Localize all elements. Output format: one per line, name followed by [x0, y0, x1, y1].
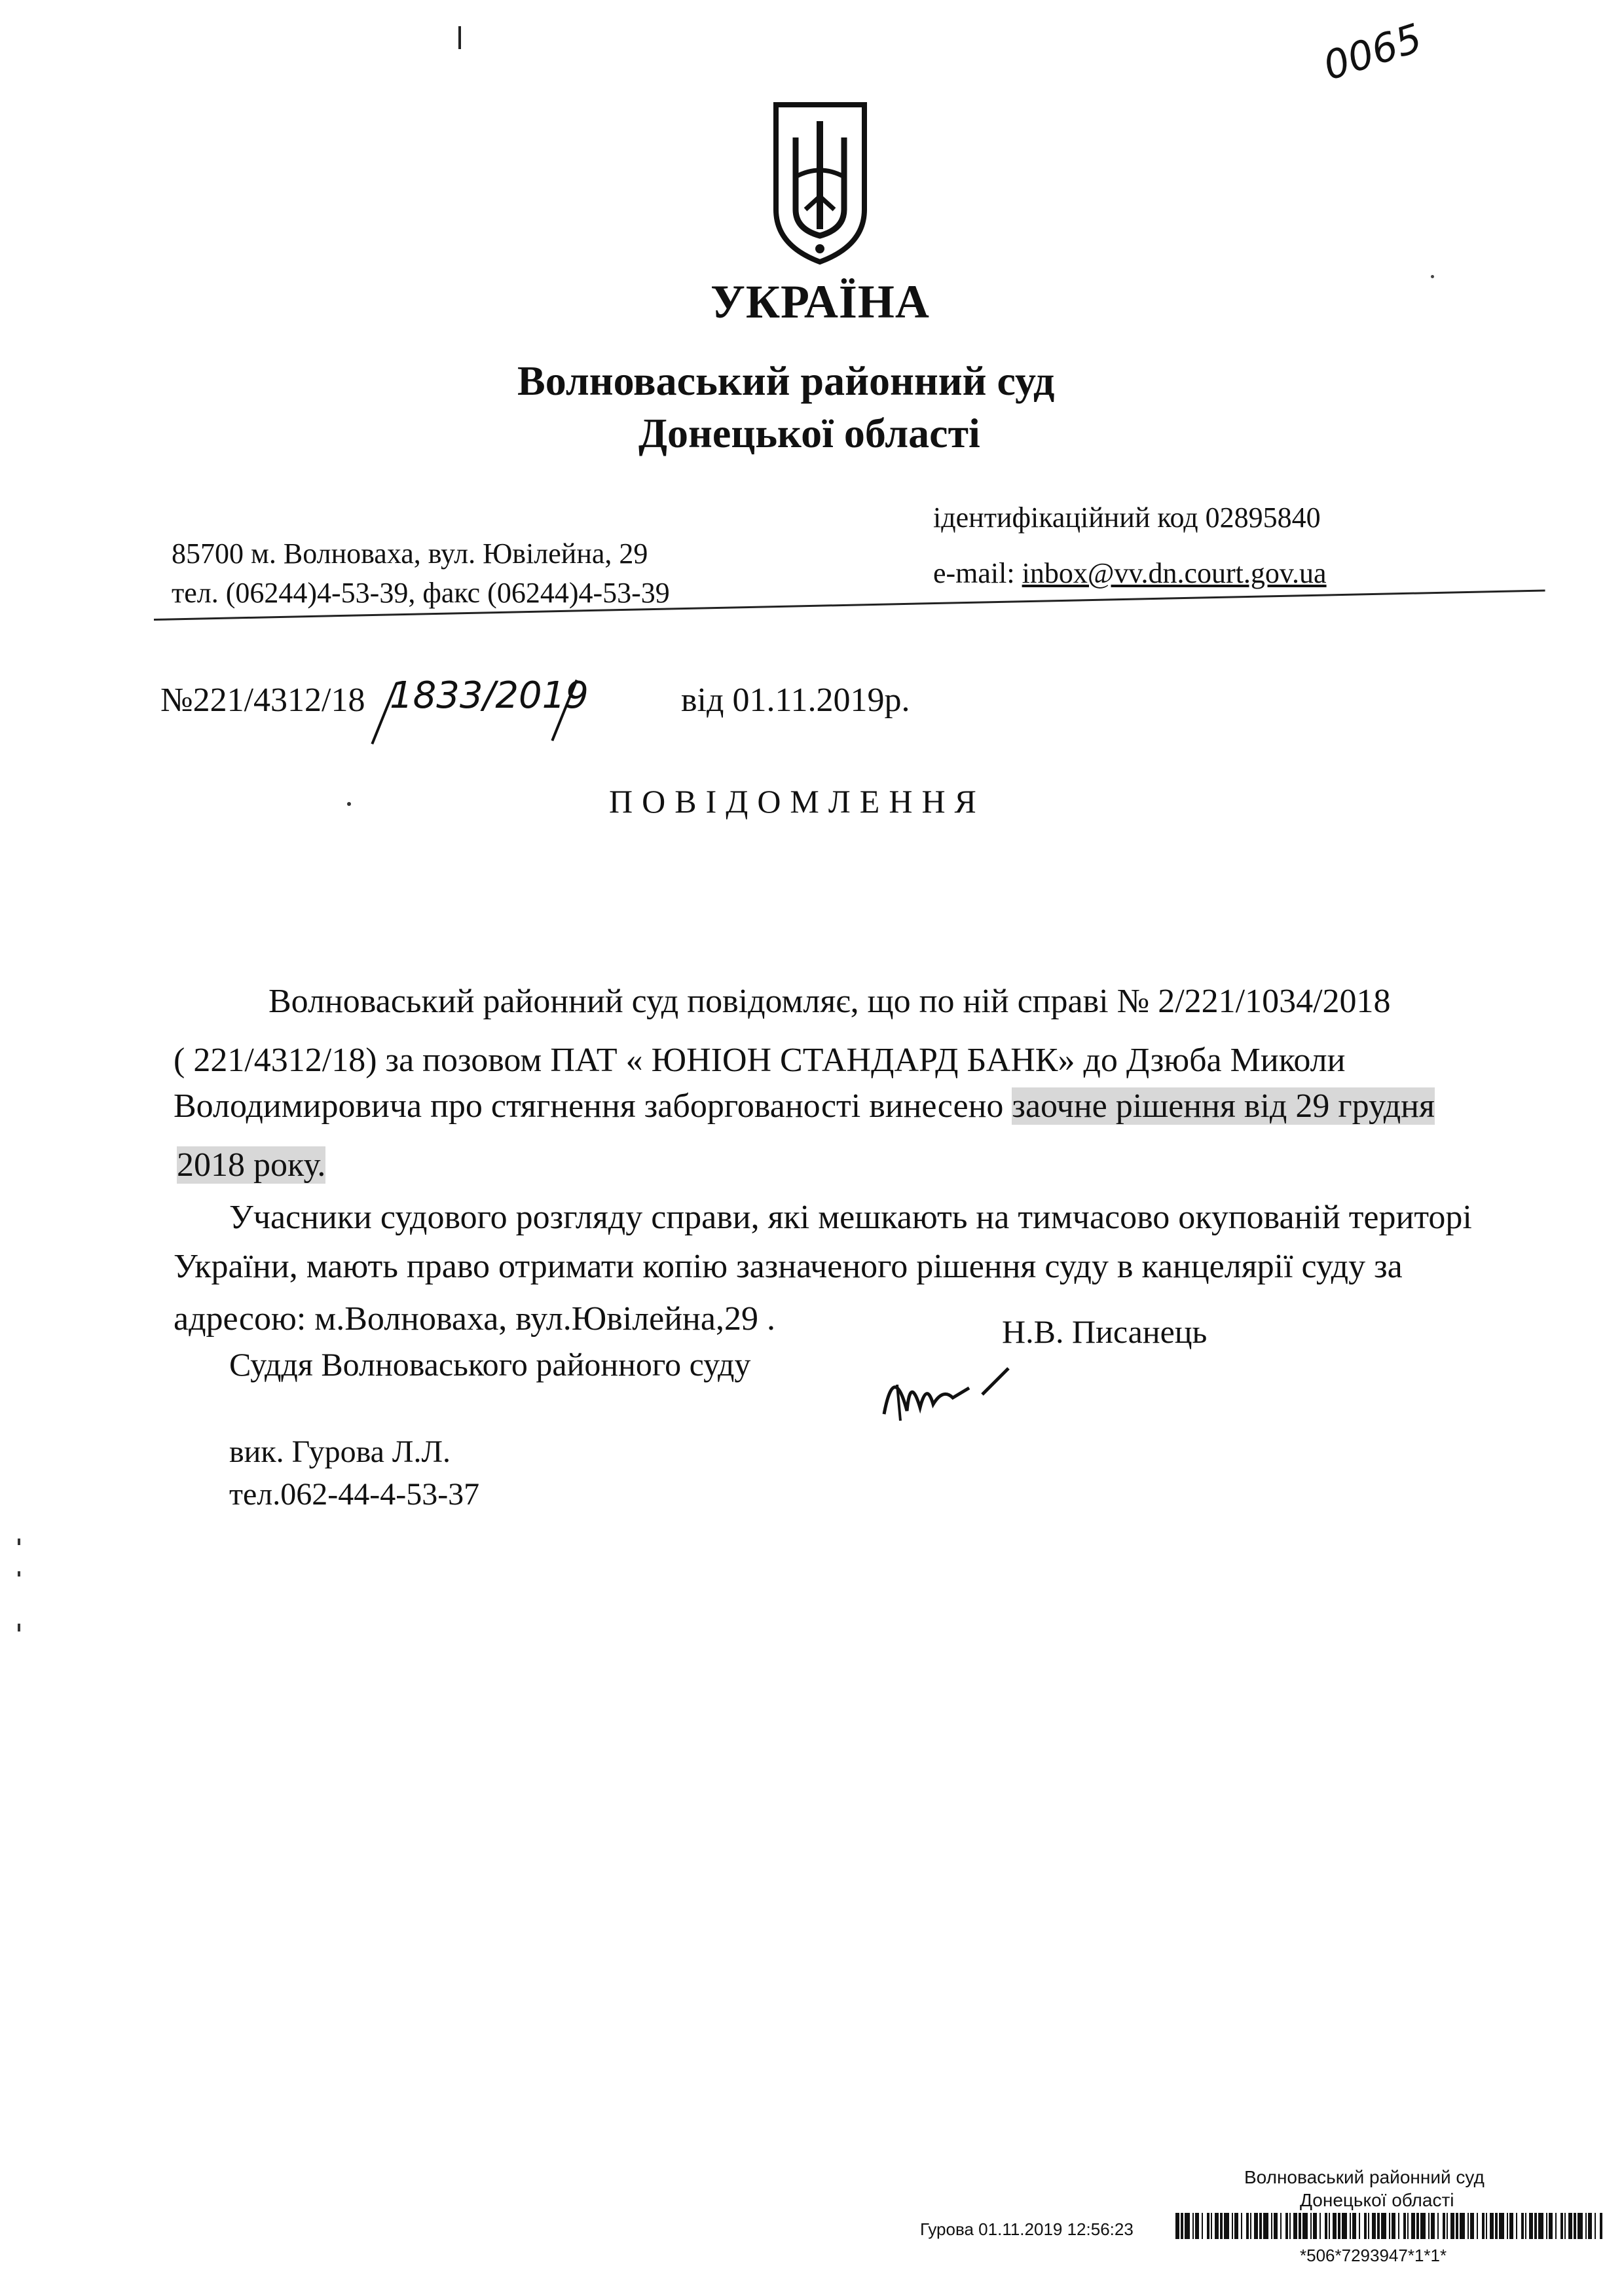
court-region: Донецької області: [638, 410, 980, 456]
court-id-code: ідентифікаційний код 02895840: [933, 501, 1321, 534]
scan-dot: [1431, 275, 1434, 278]
court-name: Волноваський районний суд: [517, 357, 1055, 404]
reference-number: №221/4312/18: [160, 682, 365, 719]
country-heading: УКРАЇНА: [710, 276, 930, 328]
body-line: адресою: м.Волноваха, вул.Ювілейна,29 .: [174, 1300, 775, 1338]
barcode-icon: [1175, 2213, 1604, 2239]
scan-edge-mark: [16, 1532, 22, 1663]
stamp-timestamp: Гурова 01.11.2019 12:56:23: [920, 2219, 1134, 2239]
court-address: 85700 м. Волноваха, вул. Ювілейна, 29: [172, 538, 648, 570]
judge-name: Н.В. Писанець: [1002, 1313, 1208, 1350]
reference-handwritten: 1833/2019: [390, 674, 589, 717]
court-phones: тел. (06244)4-53-39, факс (06244)4-53-39: [172, 577, 670, 609]
barcode-number: *506*7293947*1*1*: [1300, 2246, 1447, 2265]
body-line: Волноваський районний суд повідомляє, що по ній справі № 2/221/1034/2018: [268, 983, 1391, 1020]
stamp-court-name: Волноваський районний суд: [1244, 2167, 1485, 2187]
document-title: ПОВІДОМЛЕННЯ: [609, 783, 986, 820]
judge-title: Суддя Волноваського районного суду: [229, 1346, 751, 1383]
highlighted-text: 2018 року.: [177, 1146, 326, 1184]
highlighted-text: заочне рішення від 29 грудня: [1012, 1087, 1435, 1125]
body-line: України, мають право отримати копію зазначеного рішення суду в канцелярії суду за: [174, 1248, 1403, 1285]
signature-icon: [871, 1349, 1015, 1427]
reference-date: від 01.11.2019р.: [681, 682, 910, 719]
body-line: Учасники судового розгляду справи, які мешкають на тимчасово окупованій територі: [229, 1199, 1472, 1236]
body-line: ( 221/4312/18) за позовом ПАТ « ЮНІОН СТАНДАРД БАНК» до Дзюба Миколи: [174, 1042, 1346, 1079]
email-label: e-mail:: [933, 557, 1015, 589]
body-line: [174, 1087, 1435, 1125]
executor-phone: тел.062-44-4-53-37: [229, 1477, 480, 1512]
stamp-court-region: Донецької області: [1300, 2190, 1454, 2210]
body-text: Володимировича про стягнення заборгованості винесено: [174, 1087, 1012, 1125]
scan-dot: [347, 802, 351, 806]
court-email-line: [933, 556, 1327, 590]
executor-name: вик. Гурова Л.Л.: [229, 1434, 451, 1469]
coat-of-arms-icon: [769, 98, 871, 268]
handwritten-corner-note: 0065: [1318, 15, 1428, 90]
body-line: [177, 1146, 325, 1184]
email-link[interactable]: inbox@vv.dn.court.gov.ua: [1022, 557, 1327, 589]
scan-mark: [458, 26, 461, 49]
